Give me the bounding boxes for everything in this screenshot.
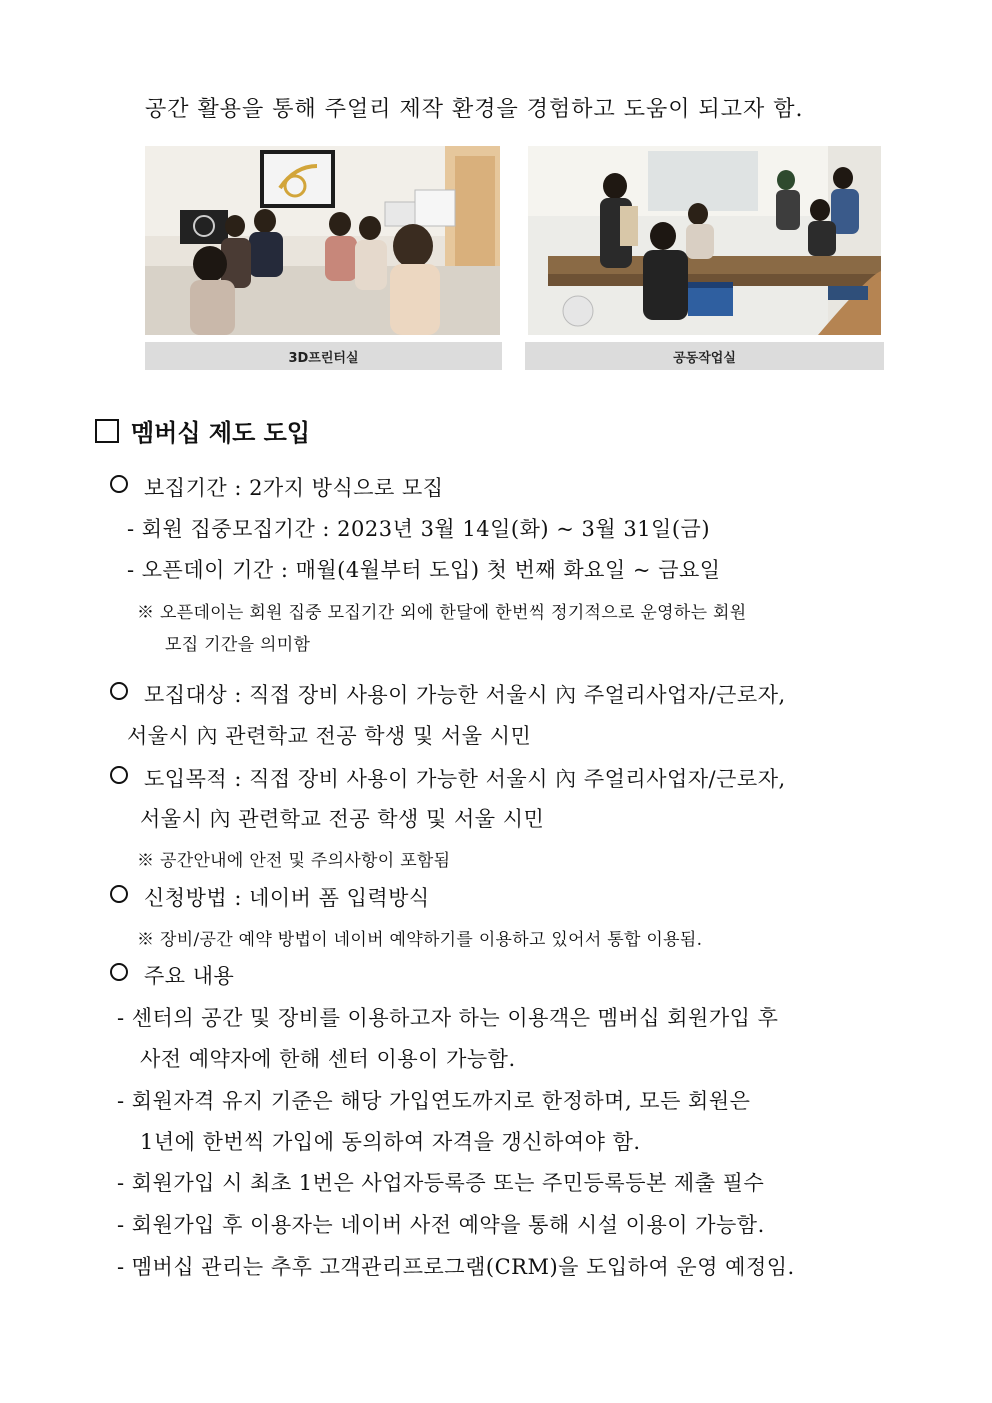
note-safety: ※ 공간안내에 안전 및 주의사항이 포함됨 xyxy=(137,851,451,871)
photo-caption-shared-workshop: 공동작업실 xyxy=(525,342,884,370)
recruit-period-intensive: - 회원 집중모집기간 : 2023년 3월 14일(화) ~ 3월 31일(금) xyxy=(127,517,711,541)
content-line-2-cont: 1년에 한번씩 가입에 동의하여 자격을 갱신하여야 함. xyxy=(140,1130,641,1154)
circle-bullet-icon xyxy=(110,885,128,903)
content-line-3: - 회원가입 시 최초 1번은 사업자등록증 또는 주민등록등본 제출 필수 xyxy=(117,1171,765,1195)
section-heading xyxy=(95,413,310,448)
content-line-1: - 센터의 공간 및 장비를 이용하고자 하는 이용객은 멤버십 회원가입 후 xyxy=(117,1006,779,1030)
target-cont: 서울시 內 관련학교 전공 학생 및 서울 시민 xyxy=(127,724,532,748)
item-purpose: 도입목적 : 직접 장비 사용이 가능한 서울시 內 주얼리사업자/근로자, xyxy=(110,763,786,793)
content-line-1-cont: 사전 예약자에 한해 센터 이용이 가능함. xyxy=(140,1047,516,1071)
content-line-2: - 회원자격 유지 기준은 해당 가입연도까지로 한정하며, 모든 회원은 xyxy=(117,1089,751,1113)
content-line-4: - 회원가입 후 이용자는 네이버 사전 예약을 통해 시설 이용이 가능함. xyxy=(117,1213,765,1237)
purpose-cont: 서울시 內 관련학교 전공 학생 및 서울 시민 xyxy=(140,807,545,831)
recruit-period-openday: - 오픈데이 기간 : 매월(4월부터 도입) 첫 번째 화요일 ~ 금요일 xyxy=(127,558,721,582)
item-main-content: 주요 내용 xyxy=(110,960,234,990)
circle-bullet-icon xyxy=(110,682,128,700)
circle-bullet-icon xyxy=(110,475,128,493)
circle-bullet-icon xyxy=(110,766,128,784)
note-reservation: ※ 장비/공간 예약 방법이 네이버 예약하기를 이용하고 있어서 통합 이용됨. xyxy=(137,930,703,950)
note-openday-cont: 모집 기간을 의미함 xyxy=(165,635,311,655)
circle-bullet-icon xyxy=(110,963,128,981)
checkbox-icon xyxy=(95,419,119,443)
photo-caption-3d-printer-room: 3D프린터실 xyxy=(145,342,502,370)
note-openday: ※ 오픈데이는 회원 집중 모집기간 외에 한달에 한번씩 정기적으로 운영하는 회원 xyxy=(137,603,747,623)
content-line-5: - 멤버십 관리는 추후 고객관리프로그램(CRM)을 도입하여 운영 예정임. xyxy=(117,1255,795,1279)
item-apply-method: 신청방법 : 네이버 폼 입력방식 xyxy=(110,882,430,912)
intro-text: 공간 활용을 통해 주얼리 제작 환경을 경험하고 도움이 되고자 함. xyxy=(145,97,804,122)
photo-3d-printer-room xyxy=(145,146,500,335)
section-title: 멤버십 제도 도입 xyxy=(131,419,310,447)
photo-shared-workshop xyxy=(528,146,881,335)
item-recruit-period: 보집기간 : 2가지 방식으로 모집 xyxy=(110,472,444,502)
item-target: 모집대상 : 직접 장비 사용이 가능한 서울시 內 주얼리사업자/근로자, xyxy=(110,679,786,709)
